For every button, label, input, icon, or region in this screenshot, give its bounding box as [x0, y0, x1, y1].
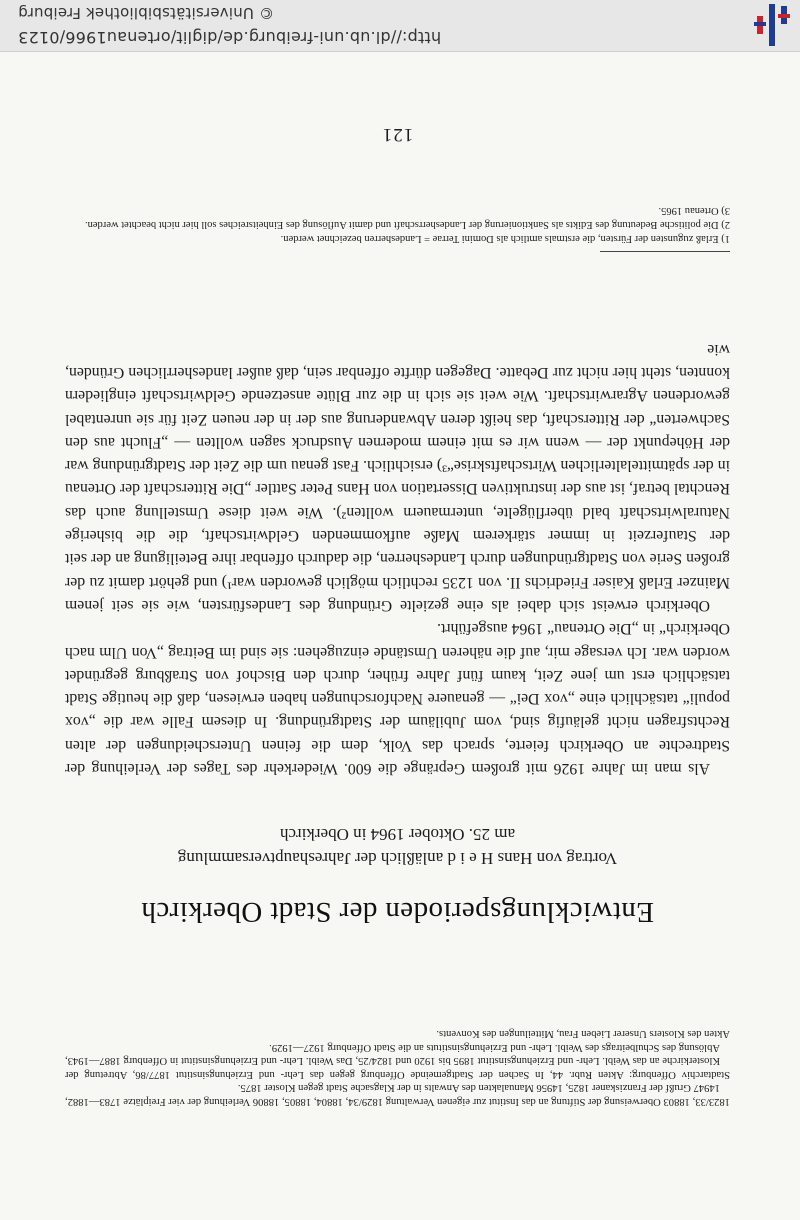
paragraph: Als man im Jahre 1926 mit großem Gepränge die 600. Wiederkehr des Tages der Verleihung der Stadtrechte an Oberkirch feierte, sprach das Volk, dem die feinen Unterscheidungen der alten Rechtsfragen nicht geläufig sind, vom Jubiläum der Stadtgründung. In diesem Falle war die „vox populi“ tatsächlich eine „vox Dei“ — genauere Nachforschungen haben erwiesen, daß die heutige Stadt tatsächlich erst um jene Zeit, kaum fünf Jahre früher, durch den Bischof von Straßburg gegründet worden war. Ich versage mir, auf die näheren Umstände einzugehen: sie sind im Beitrag „Von Ulm nach Oberkirch“ in „Die Ortenau“ 1964 ausgeführt.: [65, 620, 730, 777]
university-library-logo-icon: [750, 4, 792, 46]
subtitle-line: am 25. Oktober 1964 in Oberkirch: [279, 825, 516, 844]
source-url-link[interactable]: http://dl.ub.uni-freiburg.de/diglit/ortenau1966/0123: [18, 28, 442, 47]
article-title: Entwicklungsperioden der Stadt Oberkirch: [141, 896, 654, 928]
footnote: 2) Die politische Bedeutung des Edikts als Sanktionierung der Landesherrschaft und damit Auflösung des Einheitsreiches soll hier nicht beachtet werden.: [84, 219, 730, 230]
article-subtitle: [65, 822, 730, 870]
library-header-bar: [0, 0, 800, 52]
reference-entry: Akten des Klosters Unserer Lieben Frau, Mitteilungen des Konvents.: [436, 1028, 730, 1040]
footnotes: [65, 203, 730, 245]
paragraph: Oberkirch erweist sich dabei als eine gezielte Gründung des Landesfürsten, wie sie seit jenem Mainzer Erlaß Kaiser Friedrichs II. von 1235 rechtlich möglich geworden war¹) und gehört damit zu der großen Serie von Stadtgründungen durch Landesherren, die dadurch offenbar ihre Beteiligung an der seit der Stauferzeit in immer stärkerem Maße aufkommenden Geldwirtschaft, die die bisherige Naturalwirtschaft bald überflügelte, untermauern wollten²). Wie weit diese Umstellung auch das Renchtal betraf, ist aus der instruktiven Dissertation von Hans Peter Sattler „Die Ritterschaft der Ortenau in der spätmittelalterlichen Wirtschaftskrise“³) ersichtlich. Fast genau um die Zeit der Stadtgründung war der Höhepunkt der — wenn wir es mit einem modernen Ausdruck sagen wollten — „Flucht aus den Sachwerten“ der Ritterschaft, das heißt deren Abwanderung aus der in der neuen Zeit für sie unrentabel gewordenen Agrarwirtschaft. Wie weit sie sich in die zur Blüte ansetzende Geldwirtschaft eingliedern konnten, steht hier nicht zur Debatte. Dagegen dürfte offenbar sein, daß außer landesherrlichen Gründen, wie: [65, 340, 730, 614]
copyright-notice: © Universitätsbibliothek Freiburg: [18, 4, 275, 22]
footnote: 1) Erlaß zugunsten der Fürsten, die erstmals amtlich als Domini Terrae = Landesherren bezeichnet werden.: [280, 233, 730, 244]
references-block: [65, 1026, 730, 1108]
page-number: 121: [381, 124, 414, 145]
reference-entry: Stadtarchiv Offenburg: Akten Rubr. 44, In Sachen der Stadtgemeinde Offenburg gegen das Lehr- und Erziehungsinstitut 1877/86, Abtretung der Klosterkirche an das Weibl. Lehr- und Erziehungsinstitut 1895 bis 1920 und 1824/25, Das Weibl. Lehr- und Erziehungsinstitut in Offenburg 1887—1943, Ablösung des Schulbeitrags des Weibl. Lehr- und Erziehungsinstituts an die Stadt Offenburg 1927—1929.: [65, 1041, 730, 1080]
body-text: [65, 337, 730, 780]
footnote: 3) Ortenau 1965.: [658, 205, 730, 216]
reference-entry: 1823/33, 18803 Oberweisung der Stiftung an das Institut zur eigenen Verwaltung 1829/34, 18804, 18805, 18806 Verleihung der vier Freiplätze 1783—1882, 14947 Grußf der Franziskaner 1825, 14956 Manualakten des Anwalts in der Klagsache Stadt gegen Kloster 1875.: [65, 1082, 730, 1107]
subtitle-line: Vortrag von Hans H e i d anläßlich der Jahreshauptversammlung: [177, 849, 618, 868]
footnote-divider: [600, 251, 730, 252]
